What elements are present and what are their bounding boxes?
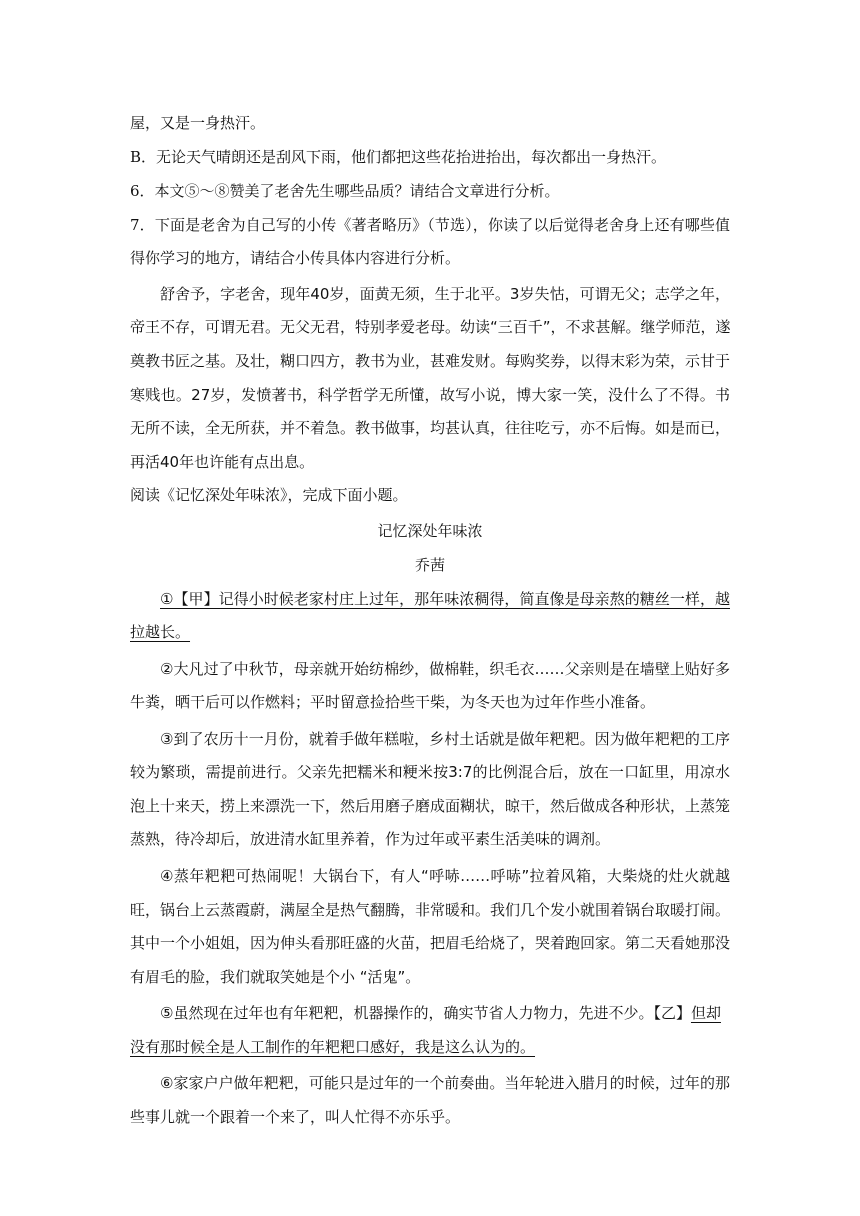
paragraph-2-line: 牛粪，晒干后可以作燃料；平时留意捡拾些干柴，为冬天也为过年作些小准备。	[130, 693, 656, 711]
article-title: 记忆深处年味浓	[377, 522, 483, 540]
paragraph-4-line: ④蒸年粑粑可热闹呢！大锅台下，有人“呼哧……呼哧”拉着风箱，大柴烧的灶火就越	[160, 867, 730, 885]
question-7-line-2: 得你学习的地方，请结合小传具体内容进行分析。	[130, 249, 461, 267]
paragraph-3-line: 较为繁琐，需提前进行。父亲先把糯米和粳米按3:7的比例混合后，放在一口缸里，用凉水	[130, 763, 730, 781]
text-line: 屋，又是一身热汗。	[130, 114, 266, 132]
paragraph-3-line: 泡上十来天，捞上来漂洗一下，然后用磨子磨成面糊状，晾干，然后做成各种形状，上蒸笼	[130, 797, 731, 815]
paragraph-5-text: ⑤虽然现在过年也有年粑粑，机器操作的，确实节省人力物力，先进不少。【乙】	[160, 1004, 691, 1022]
bio-line: 舒舍予，字老舍，现年40岁，面黄无须，生于北平。3岁失怙，可谓无父；志学之年，	[160, 285, 730, 303]
paragraph-4-line: 其中一个小姐姐，因为伸头看那旺盛的火苗，把眉毛给烧了，哭着跑回家。第二天看她那没	[130, 934, 731, 952]
reading-intro: 阅读《记忆深处年味浓》，完成下面小题。	[130, 486, 408, 504]
paragraph-5-line	[160, 1002, 721, 1023]
paragraph-5-underlined-line: 没有那时候全是人工制作的年粑粑口感好，我是这么认为的。	[130, 1038, 536, 1056]
paragraph-3-line: ③到了农历十一月份，就着手做年糕啦，乡村土话就是做年粑粑。因为做年粑粑的工序	[160, 730, 730, 748]
article-author: 乔茜	[414, 556, 445, 574]
paragraph-1-line: ①【甲】记得小时候老家村庄上过年，那年味浓稠得，简直像是母亲熬的糖丝一样，越	[160, 590, 730, 608]
question-7-line-1: 7．下面是老舍为自己写的小传《著者略历》（节选），你读了以后觉得老舍身上还有哪些值	[130, 216, 730, 234]
bio-line: 奠教书匠之基。及壮，糊口四方，教书为业，甚难发财。每购奖券，以得末彩为荣，示甘于	[130, 352, 731, 370]
bio-line: 再活40年也许能有点出息。	[130, 453, 315, 471]
paragraph-3-line: 蒸熟，待冷却后，放进清水缸里养着，作为过年或平素生活美味的调剂。	[130, 830, 611, 848]
bio-line: 帝王不存，可谓无君。无父无君，特别孝爱老母。幼读“三百千”，不求甚解。继学师范，遂	[130, 318, 731, 336]
paragraph-2-line: ②大凡过了中秋节，母亲就开始纺棉纱，做棉鞋，织毛衣……父亲则是在墙壁上贴好多	[160, 660, 730, 678]
paragraph-1-line: 拉越长。	[130, 623, 191, 641]
paragraph-5-underlined: 但却	[690, 1004, 721, 1022]
paragraph-4-line: 旺，锅台上云蒸霞蔚，满屋全是热气翻腾，非常暖和。我们几个发小就围着锅台取暖打闹。	[130, 901, 731, 919]
paragraph-6-line: ⑥家家户户做年粑粑，可能只是过年的一个前奏曲。当年轮进入腊月的时候，过年的那	[160, 1074, 730, 1092]
question-6: 6．本文⑤～⑧赞美了老舍先生哪些品质？请结合文章进行分析。	[130, 182, 560, 200]
bio-line: 寒贱也。27岁，发愤著书，科学哲学无所懂，故写小说，博大家一笑，没什么了不得。书	[130, 386, 730, 404]
paragraph-6-line: 些事儿就一个跟着一个来了，叫人忙得不亦乐乎。	[130, 1108, 461, 1126]
bio-line: 无所不读，全无所获，并不着急。教书做事，均甚认真，往往吃亏，亦不后悔。如是而已，	[130, 419, 731, 437]
paragraph-4-line: 有眉毛的脸，我们就取笑她是个小 “活鬼”。	[130, 968, 421, 986]
option-b: B．无论天气晴朗还是刮风下雨，他们都把这些花抬进抬出，每次都出一身热汗。	[130, 148, 667, 166]
